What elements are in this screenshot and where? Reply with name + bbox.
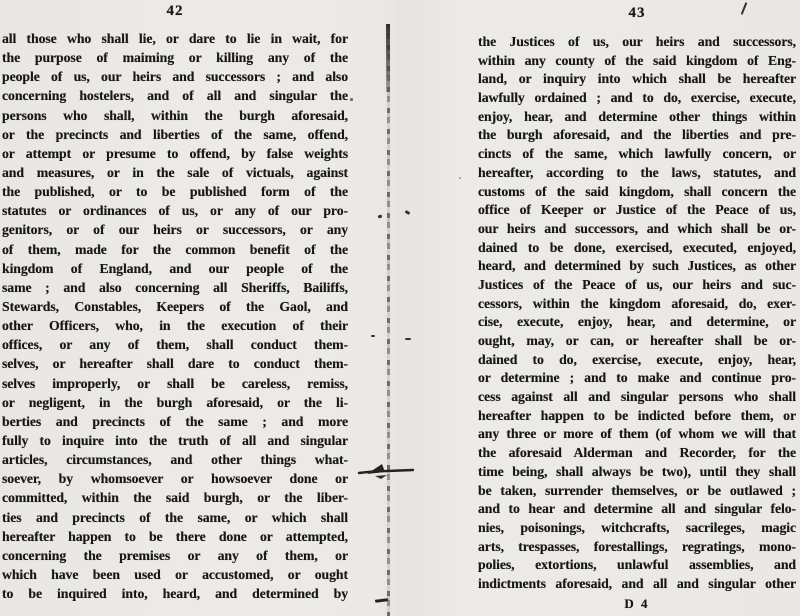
text-line: enjoy, hear, and determine other things within bbox=[478, 108, 796, 124]
text-line: the published, or to be published form of the bbox=[2, 184, 348, 200]
page-number-right: 43 bbox=[628, 5, 646, 21]
text-line: customs of the said kingdom, shall concern the bbox=[478, 183, 796, 199]
text-line: persons who shall, within the burgh aforesaid, bbox=[2, 107, 348, 123]
text-line: cessors, within the kingdom aforesaid, do, exer- bbox=[478, 295, 796, 311]
text-line: same ; and also concerning all Sheriffs, Bailiffs, bbox=[2, 279, 348, 295]
text-line: which have been used or accustomed, or ought bbox=[2, 566, 348, 582]
text-line: cincts of the same, which lawfully concern, or bbox=[478, 146, 796, 162]
text-line: or the precincts and liberties of the same, offend, bbox=[2, 126, 348, 142]
text-line: land, or inquiry into which shall be hereafter bbox=[478, 71, 796, 87]
text-line: people of us, our heirs and successors ; and also bbox=[2, 69, 348, 85]
ink-blot-mark bbox=[357, 459, 415, 483]
text-line: selves improperly, or shall be careless, remiss, bbox=[2, 375, 348, 391]
text-line: indictments aforesaid, and all and singular other bbox=[478, 575, 796, 591]
page-42-text bbox=[2, 29, 348, 603]
text-line: genitors, or of our heirs or successors, or any bbox=[2, 222, 348, 238]
text-line: selves, or hereafter shall dare to conduct them- bbox=[2, 356, 348, 372]
text-line: ties and precincts of the same, or which shall bbox=[2, 509, 348, 525]
text-line: concerning the premises or any of them, or bbox=[2, 547, 348, 563]
text-line: office of Keeper or Justice of the Peace of us, bbox=[478, 202, 796, 218]
ink-speck bbox=[350, 98, 353, 101]
text-line: hereafter happen to be there done or attempted, bbox=[2, 528, 348, 544]
text-line: statutes or ordinances of us, or any of our pro- bbox=[2, 203, 348, 219]
text-line: nies, poisonings, witchcrafts, sacrileges, magic bbox=[478, 519, 796, 535]
text-line: fully to inquire into the truth of all and singular bbox=[2, 432, 348, 448]
text-line: arts, trespasses, forestallings, regratings, mono- bbox=[478, 538, 796, 554]
text-line: other Officers, who, in the execution of their bbox=[2, 318, 348, 334]
text-line: concerning hostelers, and of all and singular the bbox=[2, 88, 348, 104]
text-line: and to hear and determine all and singular felo- bbox=[478, 501, 796, 517]
text-line: of them, made for the common benefit of the bbox=[2, 241, 348, 257]
ink-speck bbox=[405, 338, 411, 340]
ink-speck bbox=[371, 335, 375, 337]
text-line: articles, circumstances, and other things what- bbox=[2, 452, 348, 468]
text-line: heard, and determined by such Justices, as other bbox=[478, 258, 796, 274]
text-line: the aforesaid Alderman and Recorder, for the bbox=[478, 445, 796, 461]
text-line: be taken, surrender themselves, or be outlawed ; bbox=[478, 482, 796, 498]
text-line: Justices of the Peace of us, our heirs and suc- bbox=[478, 276, 796, 292]
text-line: and measures, or in the sale of victuals, against bbox=[2, 164, 348, 180]
text-line: Stewards, Constables, Keepers of the Gaol, and bbox=[2, 298, 348, 314]
ink-speck bbox=[459, 177, 461, 179]
text-line: all those who shall lie, or dare to lie in wait, for bbox=[2, 31, 348, 46]
page-42 bbox=[2, 0, 348, 616]
page-43-text bbox=[478, 33, 796, 594]
text-line: to be inquired into, heard, and determined by bbox=[2, 586, 348, 602]
text-line: dained to be done, exercised, executed, enjoyed, bbox=[478, 239, 796, 255]
text-line: the purpose of maiming or killing any of the bbox=[2, 50, 348, 66]
text-line: cise, execute, enjoy, hear, and determine, or bbox=[478, 314, 796, 330]
text-line: kingdom of England, and our people of the bbox=[2, 260, 348, 276]
text-line: lawfully ordained ; and to do, exercise, execute, bbox=[478, 90, 796, 106]
text-line: berties and precincts of the same ; and more bbox=[2, 413, 348, 429]
text-line: cess against all and singular persons who shall bbox=[478, 389, 796, 405]
text-line: time being, shall always be two), until they shall bbox=[478, 463, 796, 479]
text-line: or determine ; and to make and continue pro- bbox=[478, 370, 796, 386]
text-line: dained to do, exercise, execute, enjoy, hear, bbox=[478, 351, 796, 367]
text-line: polies, extortions, unlawful assemblies, and bbox=[478, 557, 796, 573]
text-line: the burgh aforesaid, and the liberties and pre- bbox=[478, 127, 796, 143]
text-line: soever, by whomsoever or howsoever done or bbox=[2, 471, 348, 487]
page-number-left: 42 bbox=[166, 3, 184, 19]
page-43 bbox=[478, 0, 796, 616]
ink-speck bbox=[378, 214, 383, 218]
text-line: hereafter happen to be indicted before them, or bbox=[478, 407, 796, 423]
text-line: within any county of the said kingdom of Eng- bbox=[478, 52, 796, 68]
text-line: hereafter, according to the laws, statutes, and bbox=[478, 164, 796, 180]
text-line: our heirs and successors, and which shall be or- bbox=[478, 220, 796, 236]
text-line: any three or more of them (of whom we will that bbox=[478, 426, 796, 442]
signature-mark: D 4 bbox=[624, 596, 650, 611]
text-line: committed, within the said burgh, or the liber- bbox=[2, 490, 348, 506]
text-line: offices, or any of them, shall conduct them- bbox=[2, 337, 348, 353]
ink-speck bbox=[405, 210, 411, 215]
text-line: the Justices of us, our heirs and successors, bbox=[478, 34, 796, 49]
binding-crease-line bbox=[387, 24, 390, 616]
text-line: ought, may, or can, or hereafter shall be or- bbox=[478, 333, 796, 348]
text-line: or attempt or presume to offend, by false weights bbox=[2, 145, 348, 161]
text-line: or negligent, in the burgh aforesaid, or the li- bbox=[2, 394, 348, 410]
